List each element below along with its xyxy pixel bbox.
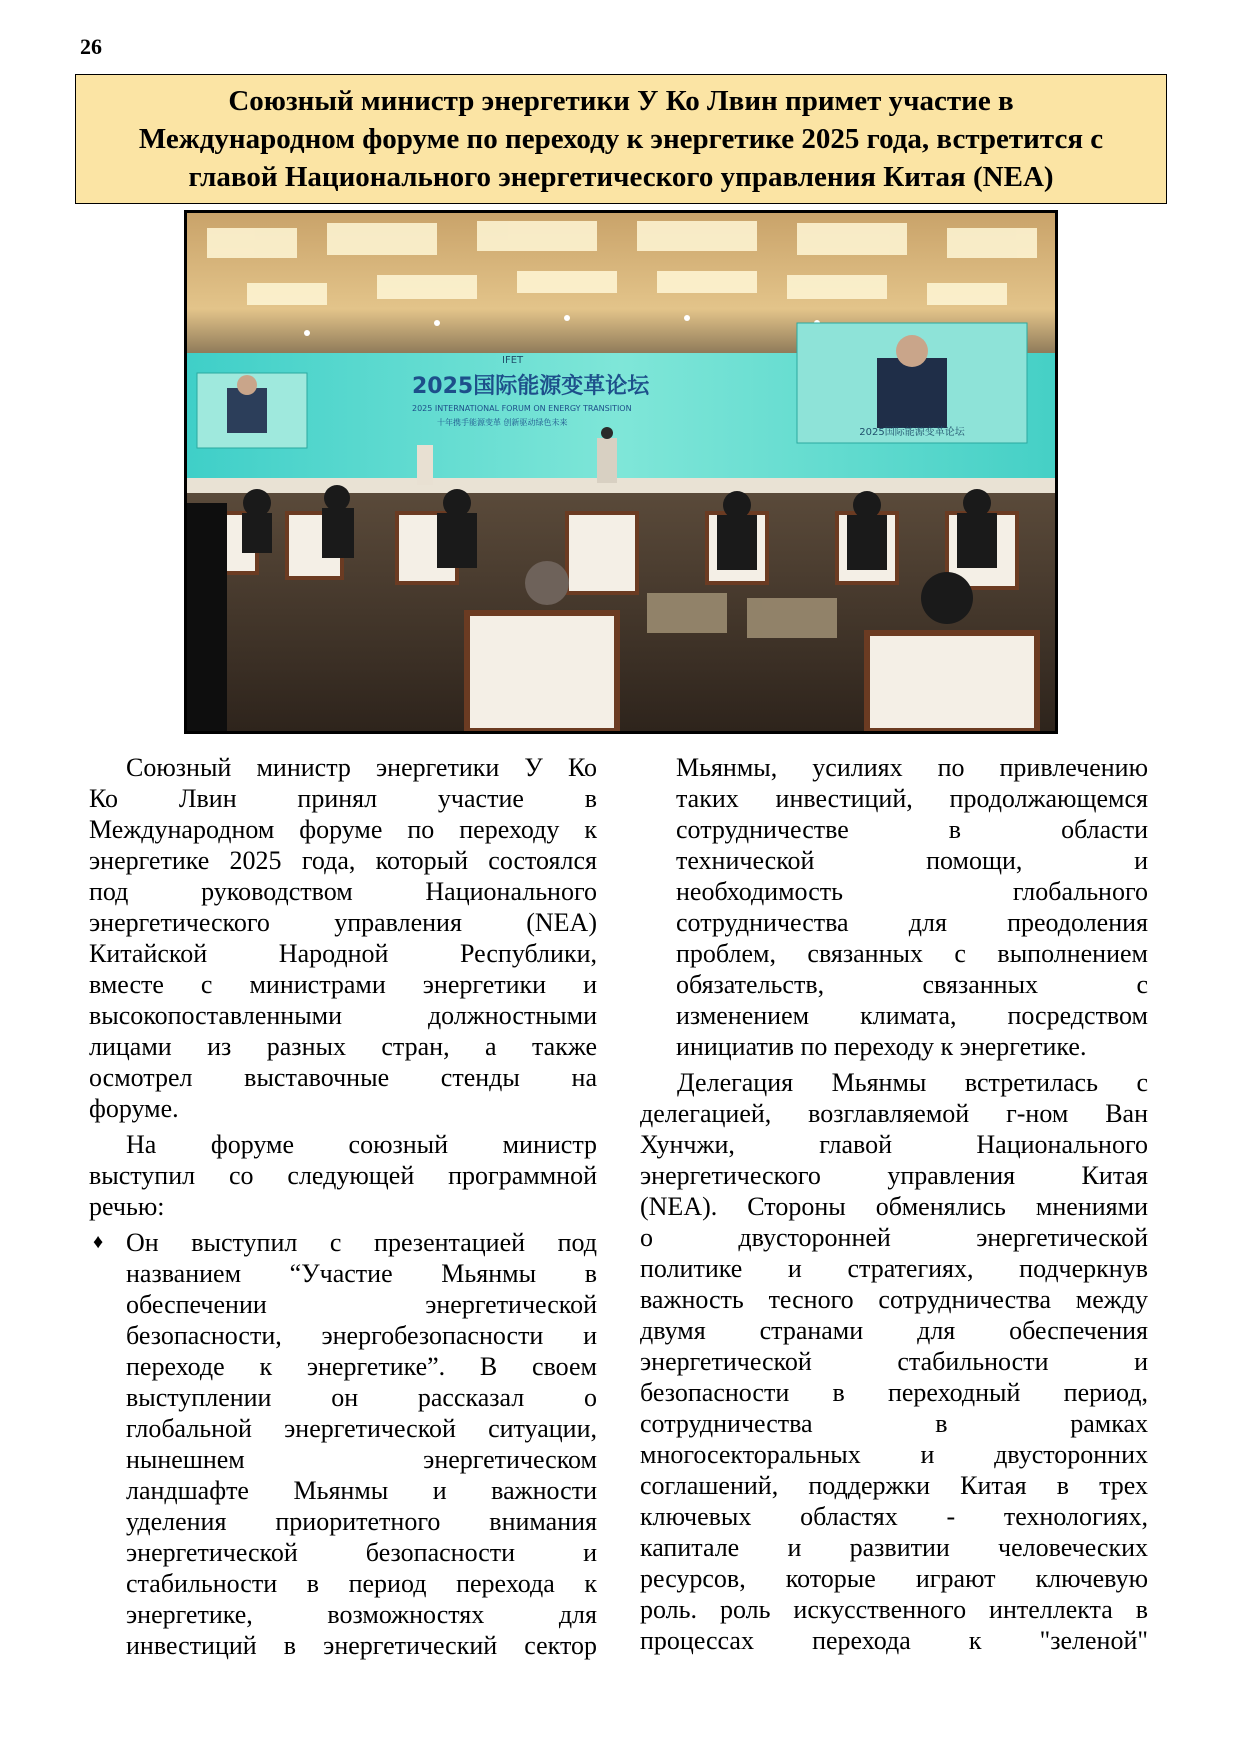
text-line: важность тесного сотрудничества между [640, 1285, 1148, 1314]
text-line: соглашений, поддержки Китая в трех [640, 1471, 1148, 1500]
text-line: безопасности, энергобезопасности и [126, 1321, 597, 1350]
text-line: сотрудничества для преодоления [676, 908, 1148, 937]
text-line: энергетической безопасности и [126, 1538, 597, 1567]
text-line: политике и стратегиях, подчеркнув [640, 1254, 1148, 1283]
text-line: проблем, связанных с выполнением [676, 939, 1148, 968]
text-line: вместе с министрами энергетики и [89, 970, 597, 999]
text-line: Ко Лвин принял участие в [89, 784, 597, 813]
page-number: 26 [80, 34, 102, 59]
article-title-box [75, 74, 1167, 204]
text-line: На форуме союзный министр [126, 1130, 597, 1159]
text-line: названием “Участие Мьянмы в [126, 1259, 597, 1288]
forum-logo: IFET [502, 355, 524, 366]
title-line-2: Международном форуме по переходу к энергетике 2025 года, встретится с [138, 123, 1104, 155]
text-line: осмотрел выставочные стенды на [89, 1063, 597, 1092]
text-line: изменением климата, посредством [676, 1001, 1148, 1030]
text-line: выступил со следующей программной [89, 1161, 597, 1190]
title-line-1: Союзный министр энергетики У Ко Лвин примет участие в [228, 85, 1014, 117]
text-line: глобальной энергетической ситуации, [126, 1414, 597, 1443]
forum-photo [184, 210, 1058, 734]
text-line: (NEA). Стороны обменялись мнениями [640, 1192, 1148, 1221]
text-line: ресурсов, которые играют ключевую [640, 1564, 1148, 1593]
text-line: инициатив по переходу к энергетике. [676, 1032, 1087, 1061]
bullet-item [89, 1227, 597, 1661]
text-line: ключевых областях - технологиях, [640, 1502, 1148, 1531]
right-column [640, 752, 1148, 1656]
text-line: таких инвестиций, продолжающемся [676, 784, 1148, 813]
text-line: уделения приоритетного внимания [126, 1507, 597, 1536]
text-line: технической помощи, и [676, 846, 1148, 875]
text-line: Международном форуме по переходу к [89, 815, 597, 844]
diamond-bullet-icon: ♦ [93, 1231, 104, 1253]
text-line: многосекторальных и двусторонних [640, 1440, 1148, 1469]
title-line-3: главой Национального энергетического управления Китая (NEA) [188, 161, 1054, 193]
text-line: делегацией, возглавляемой г-ном Ван [640, 1099, 1148, 1128]
text-line: выступлении он рассказал о [126, 1383, 597, 1412]
text-line: высокопоставленными должностными [89, 1001, 597, 1030]
text-line: инвестиций в энергетический сектор [126, 1631, 597, 1660]
text-line: капитале и развитии человеческих [640, 1533, 1148, 1562]
text-line: ландшафте Мьянмы и важности [126, 1476, 597, 1505]
banner-subtitle: 十年携手能源变革 创新驱动绿色未来 [437, 418, 568, 427]
text-line: энергетического управления (NEA) [89, 908, 597, 937]
text-line: нынешнем энергетическом [126, 1445, 597, 1474]
banner-english-title: 2025 INTERNATIONAL FORUM ON ENERGY TRANSITION [412, 404, 632, 413]
text-line: форуме. [89, 1094, 179, 1123]
text-line: энергетической стабильности и [640, 1347, 1148, 1376]
text-line: необходимость глобального [676, 877, 1148, 906]
text-line: энергетике 2025 года, который состоялся [89, 846, 597, 875]
text-line: лицами из разных стран, а также [89, 1032, 597, 1061]
text-line: сотрудничества в рамках [640, 1409, 1148, 1438]
left-column [89, 752, 597, 1661]
right-paragraph-1 [640, 752, 1148, 1062]
text-line: переходе к энергетике”. В своем [126, 1352, 597, 1381]
text-line: энергетического управления Китая [640, 1161, 1148, 1190]
forum-photo-illustration [187, 213, 1055, 731]
text-line: сотрудничестве в области [676, 815, 1148, 844]
text-line: Делегация Мьянмы встретилась с [677, 1068, 1148, 1097]
text-line: Союзный министр энергетики У Ко [126, 753, 597, 782]
text-line: двумя странами для обеспечения [640, 1316, 1148, 1345]
text-line: процессах перехода к "зеленой" [640, 1626, 1148, 1655]
text-line: роль. роль искусственного интеллекта в [640, 1595, 1148, 1624]
text-line: Он выступил с презентацией под [126, 1228, 597, 1257]
text-line: энергетике, возможностях для [126, 1600, 597, 1629]
text-line: о двусторонней энергетической [640, 1223, 1148, 1252]
right-paragraph-2 [640, 1067, 1148, 1656]
left-paragraph-1 [89, 752, 597, 1124]
left-paragraph-2 [89, 1129, 597, 1222]
text-line: Мьянмы, усилиях по привлечению [676, 753, 1148, 782]
text-line: безопасности в переходный период, [640, 1378, 1148, 1407]
text-line: обеспечении энергетической [126, 1290, 597, 1319]
text-line: под руководством Национального [89, 877, 597, 906]
text-line: речью: [89, 1192, 165, 1221]
right-screen-caption: 2025国际能源变革论坛 [859, 427, 965, 438]
text-line: обязательств, связанных с [676, 970, 1148, 999]
text-line: стабильности в период перехода к [126, 1569, 597, 1598]
banner-chinese-title: 2025国际能源变革论坛 [412, 374, 650, 399]
text-line: Китайской Народной Республики, [89, 939, 597, 968]
text-line: Хунчжи, главой Национального [640, 1130, 1148, 1159]
